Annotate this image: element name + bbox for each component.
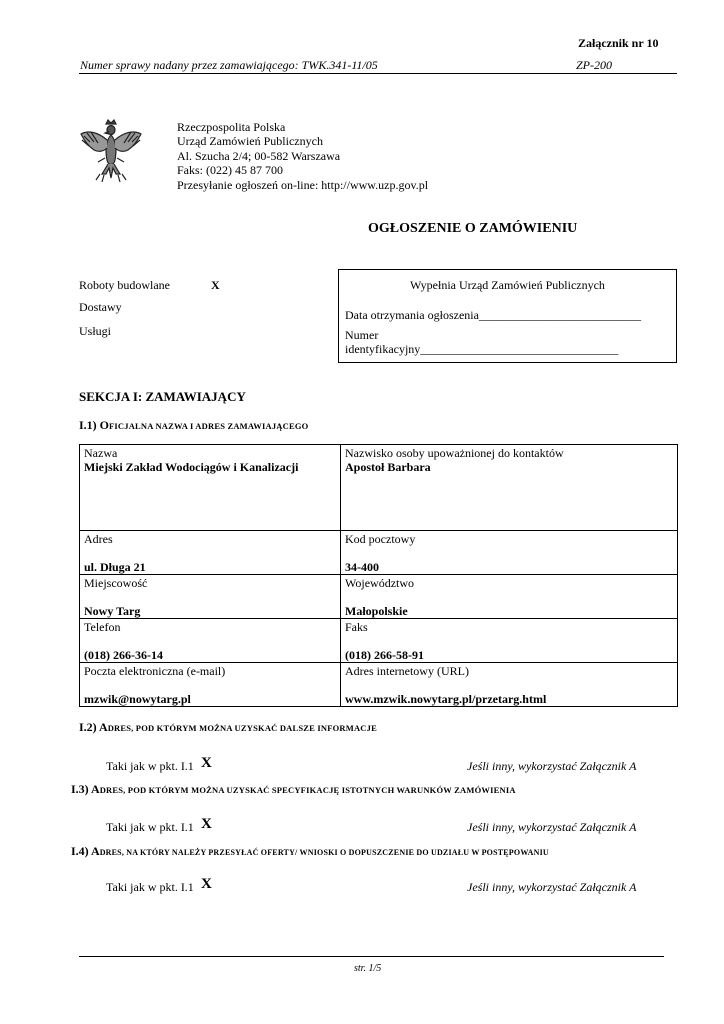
heading-cap: A	[91, 844, 100, 858]
heading-number: I.2)	[79, 720, 100, 734]
postal-value: 34-400	[345, 560, 379, 574]
name-value: Miejski Zakład Wodociągów i Kanalizacji	[84, 460, 299, 474]
same-as-mark: X	[201, 755, 212, 771]
authority-line: Al. Szucha 2/4; 00-582 Warszawa	[177, 148, 341, 163]
if-other-note: Jeśli inny, wykorzystać Załącznik A	[467, 759, 637, 773]
phone-cell	[80, 619, 341, 663]
contact-cell	[341, 445, 678, 531]
id-number-label: Numer	[345, 328, 379, 342]
if-other-note: Jeśli inny, wykorzystać Załącznik A	[467, 880, 637, 894]
city-cell	[80, 575, 341, 619]
email-label: Poczta elektroniczna (e-mail)	[84, 664, 226, 678]
postal-label: Kod pocztowy	[345, 532, 416, 546]
city-label: Miejscowość	[84, 576, 148, 590]
heading-rest: DRES, POD KTÓRYM MOŻNA UZYSKAĆ DALSZE INFORMACJE	[107, 723, 377, 733]
url-value: www.mzwik.nowytarg.pl/przetarg.html	[345, 692, 547, 706]
authority-line: Rzeczpospolita Polska	[177, 120, 286, 134]
authority-line: Urząd Zamówień Publicznych	[177, 134, 323, 149]
authority-address	[177, 120, 428, 192]
same-as-i1-label: Taki jak w pkt. I.1	[106, 759, 194, 773]
order-type-supplies: Dostawy	[79, 300, 122, 314]
heading-i4	[71, 844, 549, 859]
url-label: Adres internetowy (URL)	[345, 664, 469, 678]
address-label: Adres	[84, 532, 113, 546]
header-rule	[79, 73, 677, 74]
address-cell	[80, 531, 341, 575]
email-value: mzwik@nowytarg.pl	[84, 692, 191, 706]
heading-i3	[71, 782, 516, 797]
page-number: str. 1/5	[354, 963, 382, 974]
heading-number: I.1)	[79, 418, 100, 432]
heading-i2	[79, 720, 377, 735]
address-value: ul. Długa 21	[84, 560, 146, 574]
name-cell	[80, 445, 341, 531]
attachment-number: Załącznik nr 10	[578, 36, 659, 50]
phone-value: (018) 266-36-14	[84, 648, 163, 662]
id-number-field: identyfikacyjny_________________________________	[345, 342, 619, 356]
province-cell	[341, 575, 678, 619]
city-value: Nowy Targ	[84, 604, 141, 618]
heading-number: I.3)	[71, 782, 92, 796]
order-type-works: Roboty budowlane	[79, 278, 170, 292]
fax-cell	[341, 619, 678, 663]
authority-line: Przesyłanie ogłoszeń on-line: http://www.uzp.gov.pl	[177, 177, 429, 192]
case-number: Numer sprawy nadany przez zamawiającego: TWK.341-11/05	[80, 58, 378, 72]
email-cell	[80, 663, 341, 707]
name-label: Nazwa	[84, 446, 118, 460]
province-label: Województwo	[345, 576, 415, 590]
fax-label: Faks	[345, 620, 368, 634]
heading-i1	[79, 418, 308, 433]
contact-value: Apostoł Barbara	[345, 460, 431, 474]
order-type-services: Usługi	[79, 324, 112, 338]
same-as-i1-label: Taki jak w pkt. I.1	[106, 880, 194, 894]
notice-title: OGŁOSZENIE O ZAMÓWIENIU	[368, 221, 578, 236]
contracting-authority-table	[79, 444, 678, 707]
heading-cap: O	[99, 418, 110, 432]
province-value: Małopolskie	[345, 604, 408, 618]
receipt-date-field: Data otrzymania ogłoszenia___________________________	[345, 308, 641, 322]
postal-cell	[341, 531, 678, 575]
url-cell	[341, 663, 678, 707]
fax-value: (018) 266-58-91	[345, 648, 424, 662]
heading-rest: DRES, NA KTÓRY NALEŻY PRZESYŁAĆ OFERTY/ WNIOSKI O DOPUSZCZENIE DO UDZIAŁU W POSTĘPOWANIU	[99, 848, 549, 857]
heading-rest: FICJALNA NAZWA I ADRES ZAMAWIAJĄCEGO	[109, 421, 309, 431]
heading-rest: DRES, POD KTÓRYM MOŻNA UZYSKAĆ SPECYFIKACJĘ ISTOTNYCH WARUNKÓW ZAMÓWIENIA	[99, 785, 516, 795]
footer-rule	[79, 956, 664, 957]
authority-line: Faks: (022) 45 87 700	[177, 163, 283, 178]
phone-label: Telefon	[84, 620, 121, 634]
office-box-heading: Wypełnia Urząd Zamówień Publicznych	[410, 278, 605, 292]
section-1-title: SEKCJA I: ZAMAWIAJĄCY	[79, 389, 246, 404]
heading-cap: A	[99, 720, 108, 734]
same-as-mark: X	[201, 876, 212, 892]
heading-cap: A	[91, 782, 100, 796]
office-use-box	[338, 269, 677, 363]
heading-number: I.4)	[71, 844, 92, 858]
same-as-mark: X	[201, 816, 212, 832]
form-code: ZP-200	[576, 58, 612, 72]
same-as-i1-label: Taki jak w pkt. I.1	[106, 820, 194, 834]
if-other-note: Jeśli inny, wykorzystać Załącznik A	[467, 820, 637, 834]
contact-label: Nazwisko osoby upoważnionej do kontaktów	[345, 446, 564, 460]
works-mark: X	[211, 278, 220, 292]
eagle-emblem-icon	[78, 118, 144, 188]
